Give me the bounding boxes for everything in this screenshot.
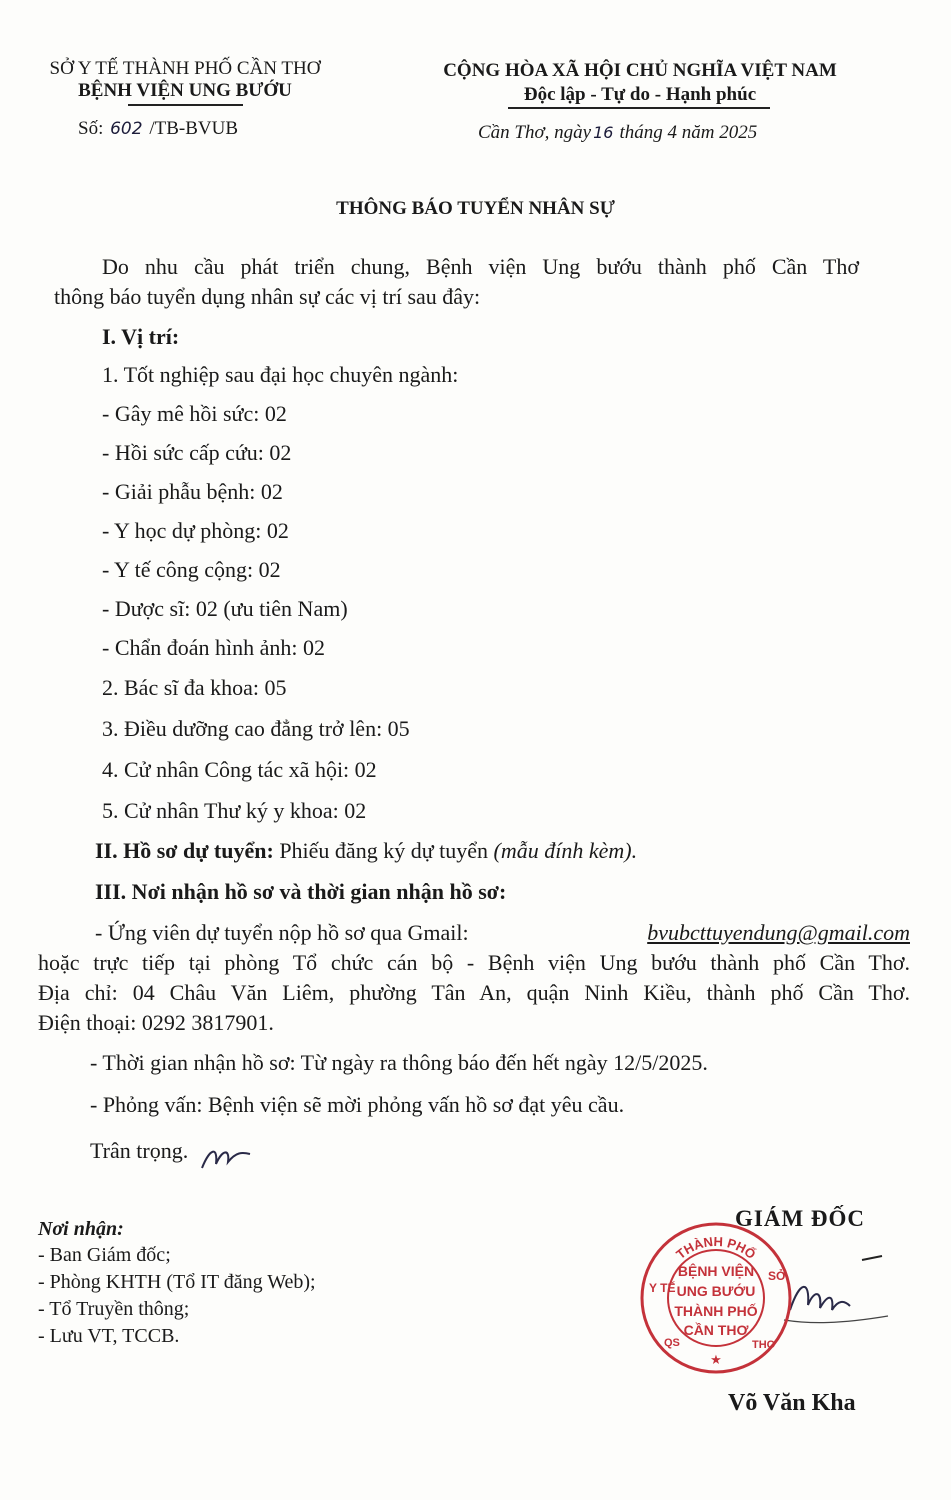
intro-line-1: Do nhu cầu phát triển chung, Bệnh viện Ung bướu thành phố Cần Thơ (102, 254, 859, 279)
date-day-handwritten: 16 (593, 123, 614, 142)
recipients-heading: Nơi nhận: (38, 1218, 124, 1240)
seal-arc-right-text: SỞ (768, 1269, 787, 1283)
initials-scribble-icon (196, 1138, 256, 1174)
seal-star-icon: ★ (710, 1352, 722, 1367)
document-number-suffix: /TB-BVUB (149, 118, 238, 139)
section-2-heading: II. Hồ sơ dự tuyển: (95, 838, 274, 863)
section-3-heading: III. Nơi nhận hồ sơ và thời gian nhận hồ sơ: (95, 879, 507, 904)
position-item: - Gây mê hồi sức: 02 (102, 401, 287, 426)
application-office-line: hoặc trực tiếp tại phòng Tổ chức cán bộ - Bệnh viện Ung bướu thành phố Cần Thơ. (38, 950, 910, 975)
motto-underline (508, 107, 770, 109)
application-email-link[interactable]: bvubcttuyendung@gmail.com (647, 920, 910, 945)
section-2-note: (mẫu đính kèm). (493, 838, 638, 863)
section-2-text: Phiếu đăng ký dự tuyển (279, 838, 488, 863)
national-motto: Độc lập - Tự do - Hạnh phúc (523, 84, 757, 105)
date-prefix: Cần Thơ, ngày (478, 122, 592, 143)
position-item: - Dược sĩ: 02 (ưu tiên Nam) (102, 596, 348, 621)
recipient-item: - Ban Giám đốc; (38, 1244, 171, 1266)
position-item: 1. Tốt nghiệp sau đại học chuyên ngành: (102, 362, 459, 387)
seal-arc-bottom-right-text: THO (752, 1339, 776, 1351)
agency-name: SỞ Y TẾ THÀNH PHỐ CẦN THƠ (49, 58, 321, 79)
document-number-handwritten: 602 (110, 119, 143, 139)
position-item: 2. Bác sĩ đa khoa: 05 (102, 675, 287, 700)
signer-title: GIÁM ĐỐC (735, 1206, 866, 1231)
phone-line: Điện thoại: 0292 3817901. (38, 1010, 274, 1035)
seal-arc-top-text: THÀNH PHỐ (673, 1233, 759, 1262)
deadline-line: - Thời gian nhận hồ sơ: Từ ngày ra thông báo đến hết ngày 12/5/2025. (90, 1050, 708, 1075)
seal-arc-left-text: Y TẾ (649, 1281, 676, 1295)
seal-line-4: CẦN THƠ (683, 1322, 749, 1338)
hospital-name: BỆNH VIỆN UNG BƯỚU (78, 80, 292, 101)
interview-line: - Phỏng vấn: Bệnh viện sẽ mời phỏng vấn hồ sơ đạt yêu cầu. (90, 1092, 625, 1117)
position-item: - Chẩn đoán hình ảnh: 02 (102, 635, 326, 660)
svg-text:THÀNH PHỐ (673, 1234, 758, 1262)
national-title: CỘNG HÒA XÃ HỘI CHỦ NGHĨA VIỆT NAM (443, 60, 837, 81)
section-2 (95, 838, 637, 864)
recipient-item: - Lưu VT, TCCB. (38, 1325, 180, 1347)
application-email-lead: - Ứng viên dự tuyển nộp hồ sơ qua Gmail: (95, 920, 469, 945)
position-item: - Giải phẫu bệnh: 02 (102, 479, 283, 504)
application-email-line (95, 920, 910, 946)
closing: Trân trọng. (90, 1138, 189, 1163)
document-number-label: Số: (78, 118, 104, 139)
hospital-seal (636, 1218, 796, 1378)
seal-line-1: BỆNH VIỆN (677, 1263, 755, 1279)
position-item: - Hồi sức cấp cứu: 02 (102, 440, 292, 465)
document-title: THÔNG BÁO TUYỂN NHÂN SỰ (336, 198, 615, 219)
position-item: 5. Cử nhân Thư ký y khoa: 02 (102, 798, 367, 823)
address-line: Địa chỉ: 04 Châu Văn Liêm, phường Tân An, quận Ninh Kiều, thành phố Cần Thơ. (38, 980, 910, 1005)
document-date (478, 122, 757, 144)
position-item: - Y học dự phòng: 02 (102, 518, 289, 543)
position-item: - Y tế công cộng: 02 (102, 557, 281, 582)
seal-line-3: THÀNH PHỐ (674, 1303, 758, 1319)
section-1-heading: I. Vị trí: (102, 324, 180, 349)
hospital-name-underline (128, 104, 243, 106)
intro-line-2: thông báo tuyển dụng nhân sự các vị trí sau đây: (54, 284, 481, 309)
recipient-item: - Tổ Truyền thông; (38, 1298, 190, 1320)
position-item: 3. Điều dưỡng cao đẳng trở lên: 05 (102, 716, 410, 741)
signer-name: Võ Văn Kha (728, 1390, 856, 1416)
document-number (78, 118, 238, 140)
seal-line-2: UNG BƯỚU (676, 1283, 756, 1299)
seal-arc-bottom-left-text: QS (664, 1337, 680, 1349)
date-suffix: tháng 4 năm 2025 (619, 122, 758, 143)
recipient-item: - Phòng KHTH (Tổ IT đăng Web); (38, 1271, 316, 1293)
position-item: 4. Cử nhân Công tác xã hội: 02 (102, 757, 377, 782)
